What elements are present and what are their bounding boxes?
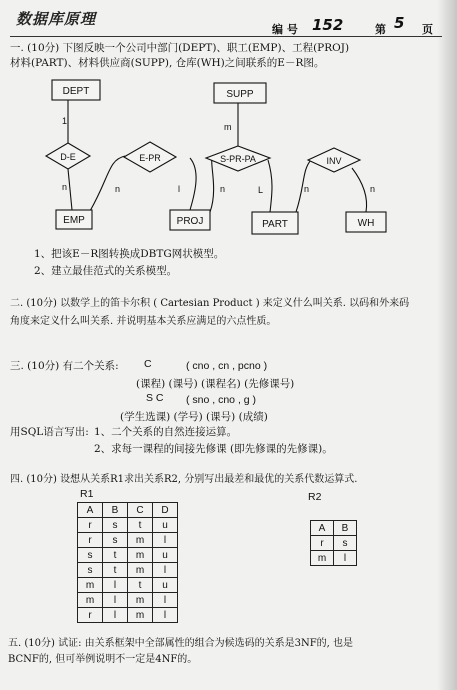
relationship-de-label: D-E bbox=[60, 152, 76, 162]
r2-label: R2 bbox=[308, 491, 322, 503]
relationship-epr-label: E-PR bbox=[139, 153, 161, 163]
table-cell: m bbox=[128, 593, 153, 608]
table-cell: s bbox=[103, 533, 128, 548]
number-value: 152 bbox=[312, 16, 344, 34]
table-cell: m bbox=[311, 551, 334, 566]
table-cell: t bbox=[103, 563, 128, 578]
page-unit: 页 bbox=[422, 23, 433, 36]
q4-line1: 四. (10分) 设想从关系R1求出关系R2, 分别写出最差和最优的关系代数运算式. bbox=[10, 474, 358, 485]
q1-task2: 2、建立最佳范式的关系模型。 bbox=[34, 265, 178, 277]
r1-label: R1 bbox=[80, 488, 94, 500]
q2-line1: 二. (10分) 以数学上的笛卡尔积 ( Cartesian Product ) 来定义什么叫关系. 以码和外来码 bbox=[10, 298, 410, 309]
table-cell: l bbox=[153, 608, 178, 623]
table-cell: l bbox=[103, 578, 128, 593]
entity-proj-label: PROJ bbox=[176, 216, 204, 227]
card-epr-emp: n bbox=[115, 184, 121, 194]
edge-de-emp bbox=[68, 169, 72, 210]
card-supp-spp: m bbox=[224, 122, 232, 132]
q5-line1: 五. (10分) 试证: 由关系框架中全部属性的组合为候选码的关系是3NF的, 也是 bbox=[8, 638, 354, 649]
q3-task1: 1、二个关系的自然连接运算。 bbox=[94, 426, 238, 438]
table-cell: m bbox=[78, 578, 103, 593]
edge-epr-proj bbox=[190, 158, 196, 210]
table-row bbox=[78, 548, 178, 563]
card-spp-proj: n bbox=[220, 184, 226, 194]
card-inv-wh: n bbox=[370, 184, 376, 194]
q5-line2: BCNF的, 但可举例说明不一定是4NF的。 bbox=[8, 654, 198, 665]
table-cell: r bbox=[78, 518, 103, 533]
table-cell: u bbox=[153, 578, 178, 593]
q3-task2: 2、求每一课程的间接先修课 (即先修课的先修课)。 bbox=[94, 443, 333, 455]
q3-c-attrs: ( cno , cn , pcno ) bbox=[186, 360, 268, 372]
table-cell: l bbox=[153, 533, 178, 548]
q3-sc-attrs: ( sno , cno , g ) bbox=[186, 394, 257, 406]
q3-sc-labels: (学生选课) (学号) (课号) (成绩) bbox=[120, 411, 268, 423]
q2-line2: 角度来定义什么叫关系. 并说明基本关系应满足的六点性质。 bbox=[10, 316, 277, 327]
card-inv-part: n bbox=[304, 184, 310, 194]
q3-sc-name: S C bbox=[146, 392, 164, 404]
table-cell: m bbox=[128, 533, 153, 548]
table-cell: l bbox=[334, 551, 357, 566]
table-header-cell: B bbox=[334, 521, 357, 536]
q3-lead: 三. (10分) 有二个关系: bbox=[10, 360, 119, 372]
table-cell: m bbox=[128, 608, 153, 623]
q1-line1: 一. (10分) 下图反映一个公司中部门(DEPT)、职工(EMP)、工程(PROJ) bbox=[10, 42, 350, 54]
table-cell: m bbox=[128, 548, 153, 563]
table-cell: r bbox=[78, 533, 103, 548]
relation-r1-table bbox=[77, 502, 178, 623]
edge-inv-wh bbox=[352, 168, 367, 212]
edge-proj-spp bbox=[210, 158, 214, 212]
entity-dept-label: DEPT bbox=[62, 86, 90, 97]
table-cell: s bbox=[334, 536, 357, 551]
table-row bbox=[78, 533, 178, 548]
table-header-cell: A bbox=[311, 521, 334, 536]
table-header-cell: C bbox=[128, 503, 153, 518]
table-row bbox=[78, 563, 178, 578]
table-cell: l bbox=[103, 608, 128, 623]
entity-wh-label: WH bbox=[357, 218, 375, 229]
table-cell: m bbox=[78, 593, 103, 608]
entity-supp-label: SUPP bbox=[226, 89, 254, 100]
table-row bbox=[78, 518, 178, 533]
table-cell: l bbox=[153, 563, 178, 578]
card-spp-part: L bbox=[258, 185, 264, 195]
table-cell: t bbox=[128, 518, 153, 533]
table-row bbox=[311, 536, 357, 551]
table-cell: t bbox=[128, 578, 153, 593]
table-row bbox=[78, 593, 178, 608]
table-cell: s bbox=[78, 563, 103, 578]
q1-line2: 材料(PART)、材料供应商(SUPP), 仓库(WH)之间联系的E－R图。 bbox=[10, 57, 325, 69]
relationship-inv-label: INV bbox=[326, 156, 342, 166]
table-cell: s bbox=[103, 518, 128, 533]
q1-task1: 1、把该E－R图转换成DBTG网状模型。 bbox=[34, 248, 225, 260]
entity-emp-label: EMP bbox=[63, 215, 85, 226]
card-de-emp: n bbox=[62, 182, 68, 192]
table-row bbox=[78, 608, 178, 623]
table-cell: u bbox=[153, 518, 178, 533]
table-header-cell: D bbox=[153, 503, 178, 518]
q3-c-name: C bbox=[144, 358, 152, 370]
relation-r2-table bbox=[310, 520, 357, 566]
handwritten-subject: 数据库原理 bbox=[16, 10, 97, 28]
table-cell: l bbox=[153, 593, 178, 608]
table-cell: m bbox=[128, 563, 153, 578]
edge-spp-part bbox=[268, 160, 272, 212]
number-label: 编 号 bbox=[272, 23, 298, 36]
table-cell: t bbox=[103, 548, 128, 563]
q3-sql-lead: 用SQL语言写出: bbox=[10, 426, 89, 438]
card-dept-de: 1 bbox=[62, 116, 68, 126]
table-cell: s bbox=[78, 548, 103, 563]
relationship-spp-label: S-PR-PA bbox=[220, 154, 256, 164]
table-header-row bbox=[311, 521, 357, 536]
table-cell: l bbox=[103, 593, 128, 608]
table-header-row bbox=[78, 503, 178, 518]
table-row bbox=[78, 578, 178, 593]
page-label: 第 bbox=[375, 23, 386, 36]
page-value: 5 bbox=[394, 14, 405, 32]
table-header-cell: B bbox=[103, 503, 128, 518]
table-cell: r bbox=[311, 536, 334, 551]
table-header-cell: A bbox=[78, 503, 103, 518]
table-row bbox=[311, 551, 357, 566]
entity-part-label: PART bbox=[262, 219, 288, 230]
table-cell: r bbox=[78, 608, 103, 623]
table-cell: u bbox=[153, 548, 178, 563]
card-epr-proj: l bbox=[178, 184, 180, 194]
q3-c-labels: (课程) (课号) (课程名) (先修课号) bbox=[136, 378, 295, 390]
